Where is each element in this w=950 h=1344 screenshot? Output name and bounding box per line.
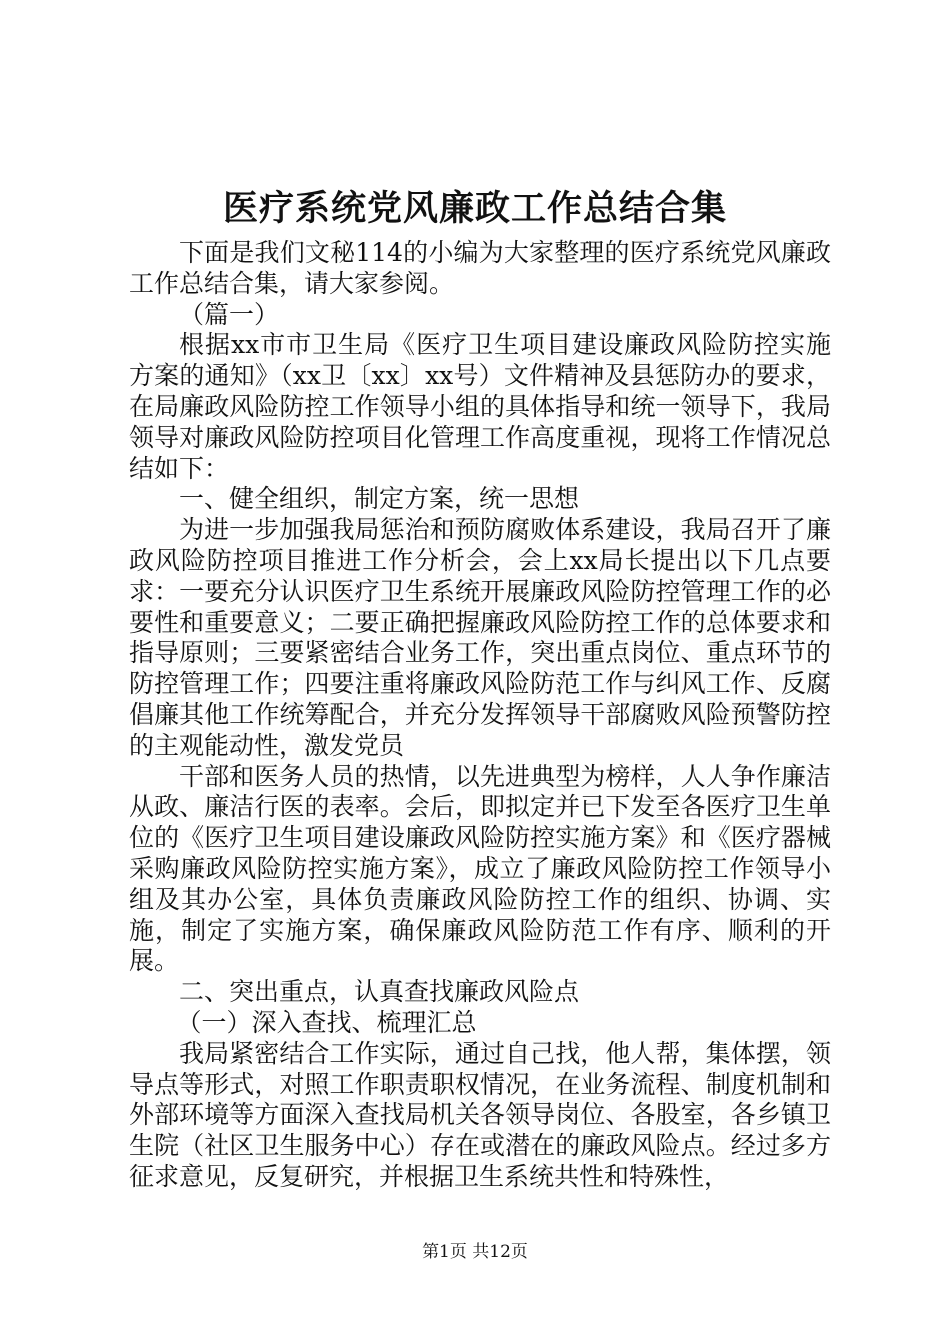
document-title: 医疗系统党风廉政工作总结合集 — [222, 188, 727, 229]
subsection-heading: （一）深入查找、梳理汇总 — [176, 1007, 477, 1037]
body-paragraph: 为进一步加强我局惩治和预防腐败体系建设，我局召开了廉政风险防控项目推进工作分析会，会上xx局长提出以下几点要求：一要充分认识医疗卫生系统开展廉政风险防控管理工作的必要性和重要意义；二要正确把握廉政风险防控工作的总体要求和指导原则；三要紧密结合业务工作，突出重点岗位、重点环节的防控管理工作；四要注重将廉政风险防范工作与纠风工作、反腐倡廉其他工作统筹配合，并充分发挥领导干部腐败风险预警防控的主观能动性，激发党员 — [129, 515, 831, 760]
document-body — [129, 238, 831, 1193]
page-footer: 第1页 共12页 — [422, 1242, 528, 1262]
intro-paragraph: 下面是我们文秘114的小编为大家整理的医疗系统党风廉政工作总结合集，请大家参阅。 — [129, 238, 831, 298]
section-heading: 二、突出重点，认真查找廉政风险点 — [179, 977, 580, 1007]
section-label: （篇一） — [179, 299, 280, 329]
body-paragraph: 我局紧密结合工作实际，通过自己找，他人帮，集体摆，领导点等形式，对照工作职责职权情况，在业务流程、制度机制和外部环境等方面深入查找局机关各领导岗位、各股室，各乡镇卫生院（社区卫生服务中心）存在或潜在的廉政风险点。经过多方征求意见，反复研究，并根据卫生系统共性和特殊性， — [129, 1038, 831, 1191]
section-heading: 一、健全组织，制定方案，统一思想 — [179, 484, 580, 514]
body-paragraph: 根据xx市市卫生局《医疗卫生项目建设廉政风险防控实施方案的通知》（xx卫〔xx〕xx号）文件精神及县惩防办的要求，在局廉政风险防控工作领导小组的具体指导和统一领导下，我局领导对廉政风险防控项目化管理工作高度重视，现将工作情况总结如下： — [129, 330, 831, 483]
body-paragraph: 干部和医务人员的热情，以先进典型为榜样，人人争作廉洁从政、廉洁行医的表率。会后，即拟定并已下发至各医疗卫生单位的《医疗卫生项目建设廉政风险防控实施方案》和《医疗器械采购廉政风险防控实施方案》，成立了廉政风险防控工作领导小组及其办公室，具体负责廉政风险防控工作的组织、协调、实施，制定了实施方案，确保廉政风险防范工作有序、顺利的开展。 — [129, 761, 831, 976]
